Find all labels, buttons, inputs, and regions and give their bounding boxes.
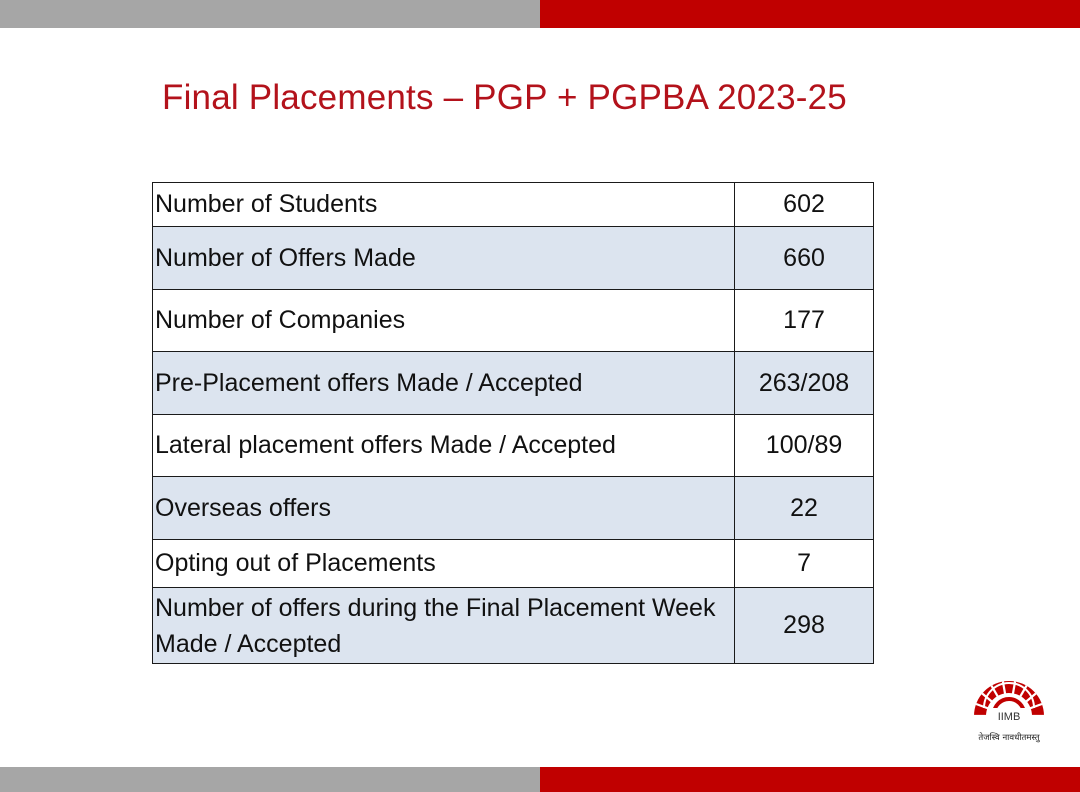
row-value: 7 xyxy=(735,540,874,588)
row-value: 22 xyxy=(735,477,874,540)
row-value: 298 xyxy=(735,588,874,664)
iimb-logo xyxy=(960,668,1058,752)
slide-title: Final Placements – PGP + PGPBA 2023-25 xyxy=(162,78,847,117)
table-row xyxy=(153,290,874,352)
row-label: Number of Students xyxy=(153,183,735,227)
table-row xyxy=(153,183,874,227)
table-row xyxy=(153,477,874,540)
row-label: Number of Companies xyxy=(153,290,735,352)
top-red-bar xyxy=(540,0,1080,28)
row-label: Pre-Placement offers Made / Accepted xyxy=(153,352,735,415)
bottom-gray-bar xyxy=(0,767,540,792)
row-value: 100/89 xyxy=(735,415,874,477)
iimb-motto: तेजस्वि नावधीतमस्तु xyxy=(978,733,1040,743)
table-row xyxy=(153,227,874,290)
row-value: 177 xyxy=(735,290,874,352)
table-row xyxy=(153,540,874,588)
row-label: Number of offers during the Final Placement Week Made / Accepted xyxy=(153,588,735,664)
row-value: 602 xyxy=(735,183,874,227)
table-row xyxy=(153,588,874,664)
table-row xyxy=(153,415,874,477)
iimb-logo-text: IIMB xyxy=(997,711,1021,723)
row-label: Number of Offers Made xyxy=(153,227,735,290)
table-row xyxy=(153,352,874,415)
row-value: 660 xyxy=(735,227,874,290)
row-value: 263/208 xyxy=(735,352,874,415)
placement-stats-table xyxy=(152,182,874,664)
row-label: Overseas offers xyxy=(153,477,735,540)
bottom-red-bar xyxy=(540,767,1080,792)
row-label: Lateral placement offers Made / Accepted xyxy=(153,415,735,477)
top-gray-bar xyxy=(0,0,540,28)
row-label: Opting out of Placements xyxy=(153,540,735,588)
